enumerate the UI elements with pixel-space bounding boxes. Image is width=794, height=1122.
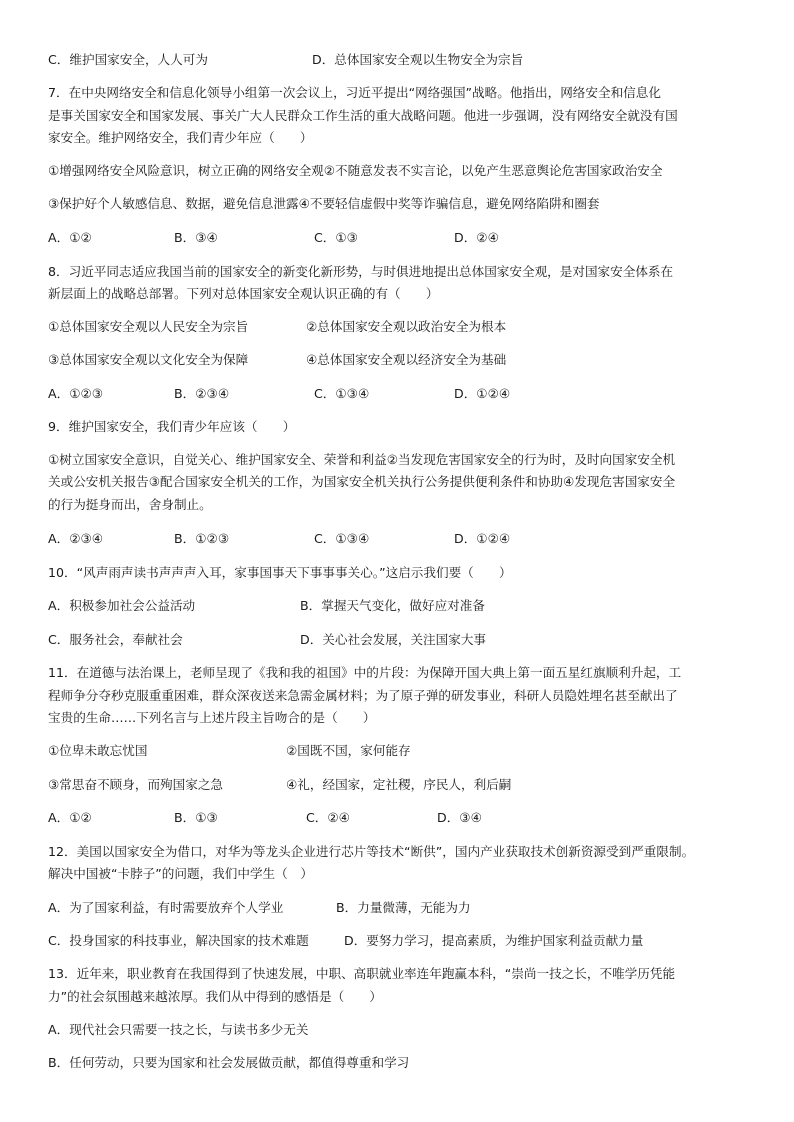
- answer-option: ④总体国家安全观以经济安全为基础: [306, 352, 507, 367]
- answer-option: B．力量微薄，无能为力: [336, 900, 471, 915]
- answer-option: C．②④: [306, 810, 350, 825]
- text-line: B．任何劳动，只要为国家和社会发展做贡献，都值得尊重和学习: [48, 1055, 410, 1070]
- text-line: 新层面上的战略总部署。下列对总体国家安全观认识正确的有（ ）: [48, 286, 439, 301]
- answer-option: B．①②③: [174, 531, 230, 546]
- answer-option: D．③④: [437, 810, 482, 825]
- text-line: 7．在中央网络安全和信息化领导小组第一次会议上，习近平提出“网络强国”战略。他指出，网络安全和信息化: [48, 85, 661, 100]
- answer-option: A．②③④: [48, 531, 104, 546]
- answer-option: B．①③: [174, 810, 218, 825]
- answer-option: D．关心社会发展，关注国家大事: [300, 632, 487, 647]
- text-line: 的行为挺身而出，舍身制止。: [48, 497, 212, 512]
- answer-option: ②总体国家安全观以政治安全为根本: [306, 319, 507, 334]
- answer-option: C．维护国家安全，人人可为: [48, 52, 208, 67]
- answer-option: D．①②④: [454, 531, 511, 546]
- answer-option: D．要努力学习，提高素质，为维护国家利益贡献力量: [344, 933, 644, 948]
- answer-option: ①位卑未敢忘忧国: [48, 743, 148, 758]
- answer-option: ③常思奋不顾身，而殉国家之急: [48, 777, 224, 792]
- text-line: 13．近年来，职业教育在我国得到了快速发展，中职、高职就业率连年跑赢本科，“崇尚一技之长，不唯学历凭能: [48, 966, 676, 981]
- answer-option: ④礼，经国家，定社稷，序民人，利后嗣: [286, 777, 512, 792]
- answer-option: ①总体国家安全观以人民安全为宗旨: [48, 319, 249, 334]
- text-line: 力”的社会氛围越来越浓厚。我们从中得到的感悟是（ ）: [48, 989, 382, 1004]
- text-line: ①增强网络安全风险意识，树立正确的网络安全观②不随意发表不实言论，以免产生恶意舆论危害国家政治安全: [48, 163, 663, 178]
- text-line: ③保护好个人敏感信息、数据，避免信息泄露④不要轻信虚假中奖等诈骗信息，避免网络陷阱和圈套: [48, 196, 600, 211]
- text-line: 9．维护国家安全，我们青少年应该（ ）: [48, 419, 296, 434]
- answer-option: C．投身国家的科技事业，解决国家的技术难题: [48, 933, 309, 948]
- answer-option: A．积极参加社会公益活动: [48, 598, 196, 613]
- answer-option: C．服务社会，奉献社会: [48, 632, 183, 647]
- text-line: 家安全。维护网络安全，我们青少年应（ ）: [48, 130, 313, 145]
- text-line: 12．美国以国家安全为借口，对华为等龙头企业进行芯片等技术“断供”，国内产业获取技术创新资源受到严重限制。: [48, 844, 695, 859]
- answer-option: C．①③: [314, 230, 358, 245]
- answer-option: D．②④: [454, 230, 499, 245]
- text-line: 关或公安机关报告③配合国家安全机关的工作，为国家安全机关执行公务提供便利条件和协助④发现危害国家安全: [48, 474, 676, 489]
- text-line: 是事关国家安全和国家发展、事关广大人民群众工作生活的重大战略问题。他进一步强调，没有网络安全就没有国: [48, 108, 678, 123]
- text-line: 11．在道德与法治课上，老师呈现了《我和我的祖国》中的片段：为保障开国大典上第一面五星红旗顺利升起，工: [48, 665, 682, 680]
- text-line: 8．习近平同志适应我国当前的国家安全的新变化新形势，与时俱进地提出总体国家安全观，是对国家安全体系在: [48, 264, 674, 279]
- answer-option: ③总体国家安全观以文化安全为保障: [48, 352, 249, 367]
- answer-option: B．掌握天气变化，做好应对准备: [300, 598, 485, 613]
- answer-option: C．①③④: [314, 386, 370, 401]
- answer-option: A．①②③: [48, 386, 104, 401]
- answer-option: ②国既不国，家何能存: [286, 743, 411, 758]
- text-line: 10．“风声雨声读书声声声入耳，家事国事天下事事事关心。”这启示我们要（ ）: [48, 565, 512, 580]
- answer-option: A．①②: [48, 230, 92, 245]
- answer-option: B．②③④: [174, 386, 230, 401]
- text-line: 解决中国被“卡脖子”的问题，我们中学生（ ）: [48, 866, 313, 881]
- answer-option: D．①②④: [454, 386, 511, 401]
- answer-option: A．①②: [48, 810, 92, 825]
- answer-option: B．③④: [174, 230, 218, 245]
- answer-option: A．为了国家利益，有时需要放弃个人学业: [48, 900, 284, 915]
- text-line: ①树立国家安全意识，自觉关心、维护国家安全、荣誉和利益②当发现危害国家安全的行为时，及时向国家安全机: [48, 452, 676, 467]
- text-line: A．现代社会只需要一技之长，与读书多少无关: [48, 1022, 309, 1037]
- answer-option: C．①③④: [314, 531, 370, 546]
- answer-option: D．总体国家安全观以生物安全为宗旨: [312, 52, 524, 67]
- text-line: 程师争分夺秒克服重重困难，群众深夜送来急需金属材料；为了原子弹的研发事业，科研人员隐姓埋名甚至献出了: [48, 688, 678, 703]
- text-line: 宝贵的生命……下列名言与上述片段主旨吻合的是（ ）: [48, 710, 376, 725]
